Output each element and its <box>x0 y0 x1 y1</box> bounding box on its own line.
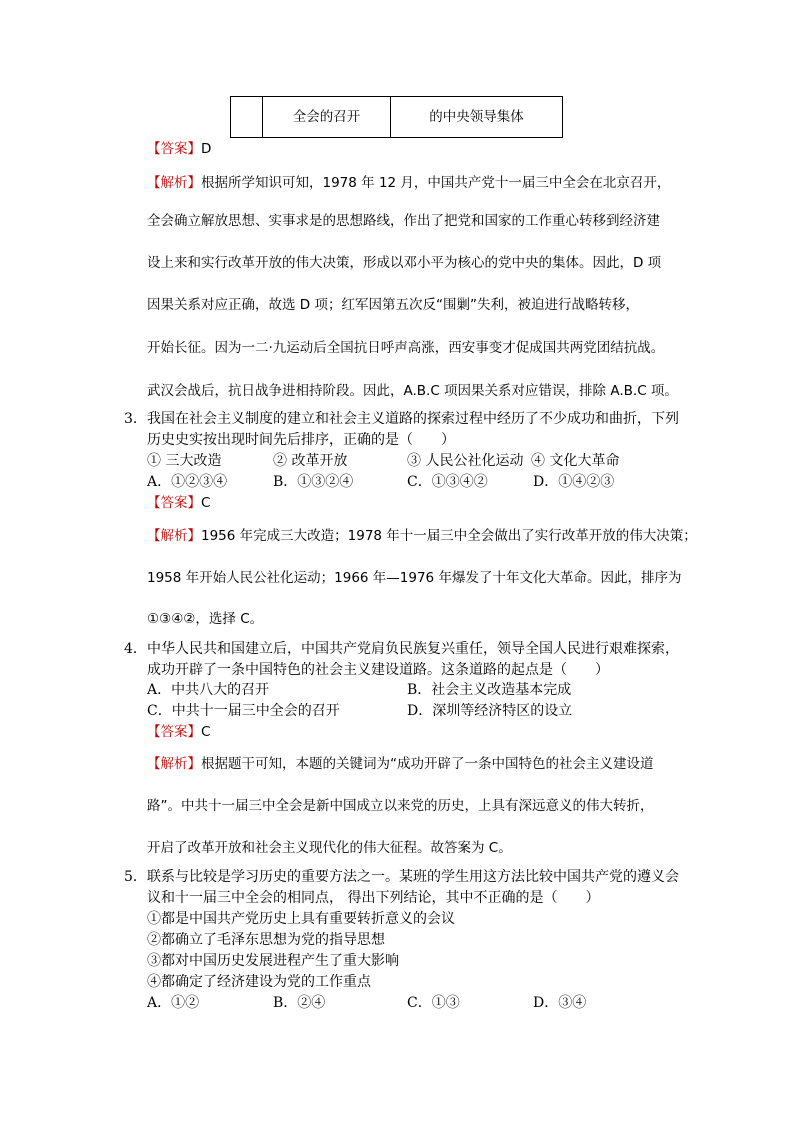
q5-item: ②都确立了毛泽东思想为党的指导思想 <box>147 932 385 948</box>
q4-number: 4． <box>124 641 147 657</box>
q4-answer <box>147 722 210 742</box>
q2-analysis-line <box>147 173 670 193</box>
table-cell: 的中央领导集体 <box>429 109 524 125</box>
q5-option: C．①③ <box>407 995 460 1011</box>
q3-analysis-line <box>147 526 697 546</box>
q3-analysis-line: ①③④②，选择 C。 <box>147 611 264 627</box>
q5-item: ①都是中国共产党历史上具有重要转折意义的会议 <box>147 911 455 927</box>
q3-option: C．①③④② <box>407 474 488 490</box>
analysis-label: 【解析】 <box>147 528 201 544</box>
q5-item: ③都对中国历史发展进程产生了重大影响 <box>147 953 399 969</box>
q4-analysis-line: 路”。中共十一届三中全会是新中国成立以来党的历史，上具有深远意义的伟大转折， <box>147 798 654 814</box>
q4-stem-line: 中华人民共和国建立后，中国共产党肩负民族复兴重任，领导全国人民进行艰难探索， <box>147 641 679 657</box>
q5-option: A．①② <box>147 995 200 1011</box>
q5-stem-line: 议和十一届三中全会的相同点， 得出下列结论，其中不正确的是（ ） <box>147 890 600 906</box>
analysis-text: 根据所学知识可知，1978 年 12 月，中国共产党十一届三中全会在北京召开， <box>201 175 671 191</box>
answer-label: 【答案】 <box>147 141 201 157</box>
analysis-text: 1956 年完成三大改造；1978 年十一届三中全会做出了实行改革开放的伟大决策； <box>201 528 697 544</box>
analysis-label: 【解析】 <box>147 756 201 772</box>
q5-option: D．③④ <box>533 995 587 1011</box>
q4-analysis-line: 开启了改革开放和社会主义现代化的伟大征程。故答案为 C。 <box>147 840 512 856</box>
q3-stem-line: 我国在社会主义制度的建立和社会主义道路的探索过程中经历了不少成功和曲折，下列 <box>147 411 679 427</box>
q3-option: B．①③②④ <box>273 474 354 490</box>
answer-table <box>230 96 563 138</box>
q3-item: ① 三大改造 <box>147 453 222 469</box>
q3-option: A．①②③④ <box>147 474 228 490</box>
q3-answer <box>147 493 210 513</box>
q5-stem-line: 联系与比较是学习历史的重要方法之一。某班的学生用这方法比较中国共产党的遵义会 <box>147 869 679 885</box>
q3-stem-line: 历史史实按出现时间先后排序，正确的是（ ） <box>147 432 455 448</box>
q3-number: 3． <box>124 411 147 427</box>
q4-option: B．社会主义改造基本完成 <box>407 682 572 698</box>
q2-analysis-line: 全会确立解放思想、实事求是的思想路线，作出了把党和国家的工作重心转移到经济建 <box>147 213 660 229</box>
answer-value: D <box>201 141 212 157</box>
q3-option: D．①④②③ <box>533 474 615 490</box>
q3-analysis-line: 1958 年开始人民公社化运动；1966 年—1976 年爆发了十年文化大革命。因此，排序为 <box>147 570 682 586</box>
q4-analysis-line <box>147 754 654 774</box>
q2-analysis-line: 开始长征。因为一二·九运动后全国抗日呼声高涨，西安事变才促成国共两党团结抗战。 <box>147 340 665 356</box>
answer-value: C <box>201 724 211 740</box>
answer-value: C <box>201 495 211 511</box>
q4-option: D．深圳等经济特区的设立 <box>407 703 573 719</box>
q3-item: ② 改革开放 <box>273 453 348 469</box>
q2-analysis-line: 因果关系对应正确，故选 D 项；红军因第五次反“围剿”失利，被迫进行战略转移， <box>147 297 639 313</box>
table-cell: 全会的召开 <box>263 97 391 137</box>
analysis-label: 【解析】 <box>147 175 201 191</box>
answer-label: 【答案】 <box>147 495 201 511</box>
q5-item: ④都确定了经济建设为党的工作重点 <box>147 974 371 990</box>
q4-option: A．中共八大的召开 <box>147 682 270 698</box>
q3-item: ④ 文化大革命 <box>531 453 620 469</box>
table-cell <box>231 97 263 137</box>
q3-item: ③ 人民公社化运动 <box>407 453 524 469</box>
q5-number: 5． <box>124 869 147 885</box>
q4-stem-line: 成功开辟了一条中国特色的社会主义建设道路。这条道路的起点是（ ） <box>147 662 609 678</box>
analysis-text: 根据题干可知，本题的关键词为“成功开辟了一条中国特色的社会主义建设道 <box>201 756 654 772</box>
q2-analysis-line: 武汉会战后，抗日战争进相持阶段。因此，A.B.C 项因果关系对应错误，排除 A.B.C 项。 <box>147 383 678 399</box>
q2-answer <box>147 139 211 159</box>
q2-analysis-line: 设上来和实行改革开放的伟大决策，形成以邓小平为核心的党中央的集体。因此，D 项 <box>147 255 662 271</box>
answer-label: 【答案】 <box>147 724 201 740</box>
q5-option: B．②④ <box>273 995 326 1011</box>
q4-option: C．中共十一届三中全会的召开 <box>147 703 340 719</box>
